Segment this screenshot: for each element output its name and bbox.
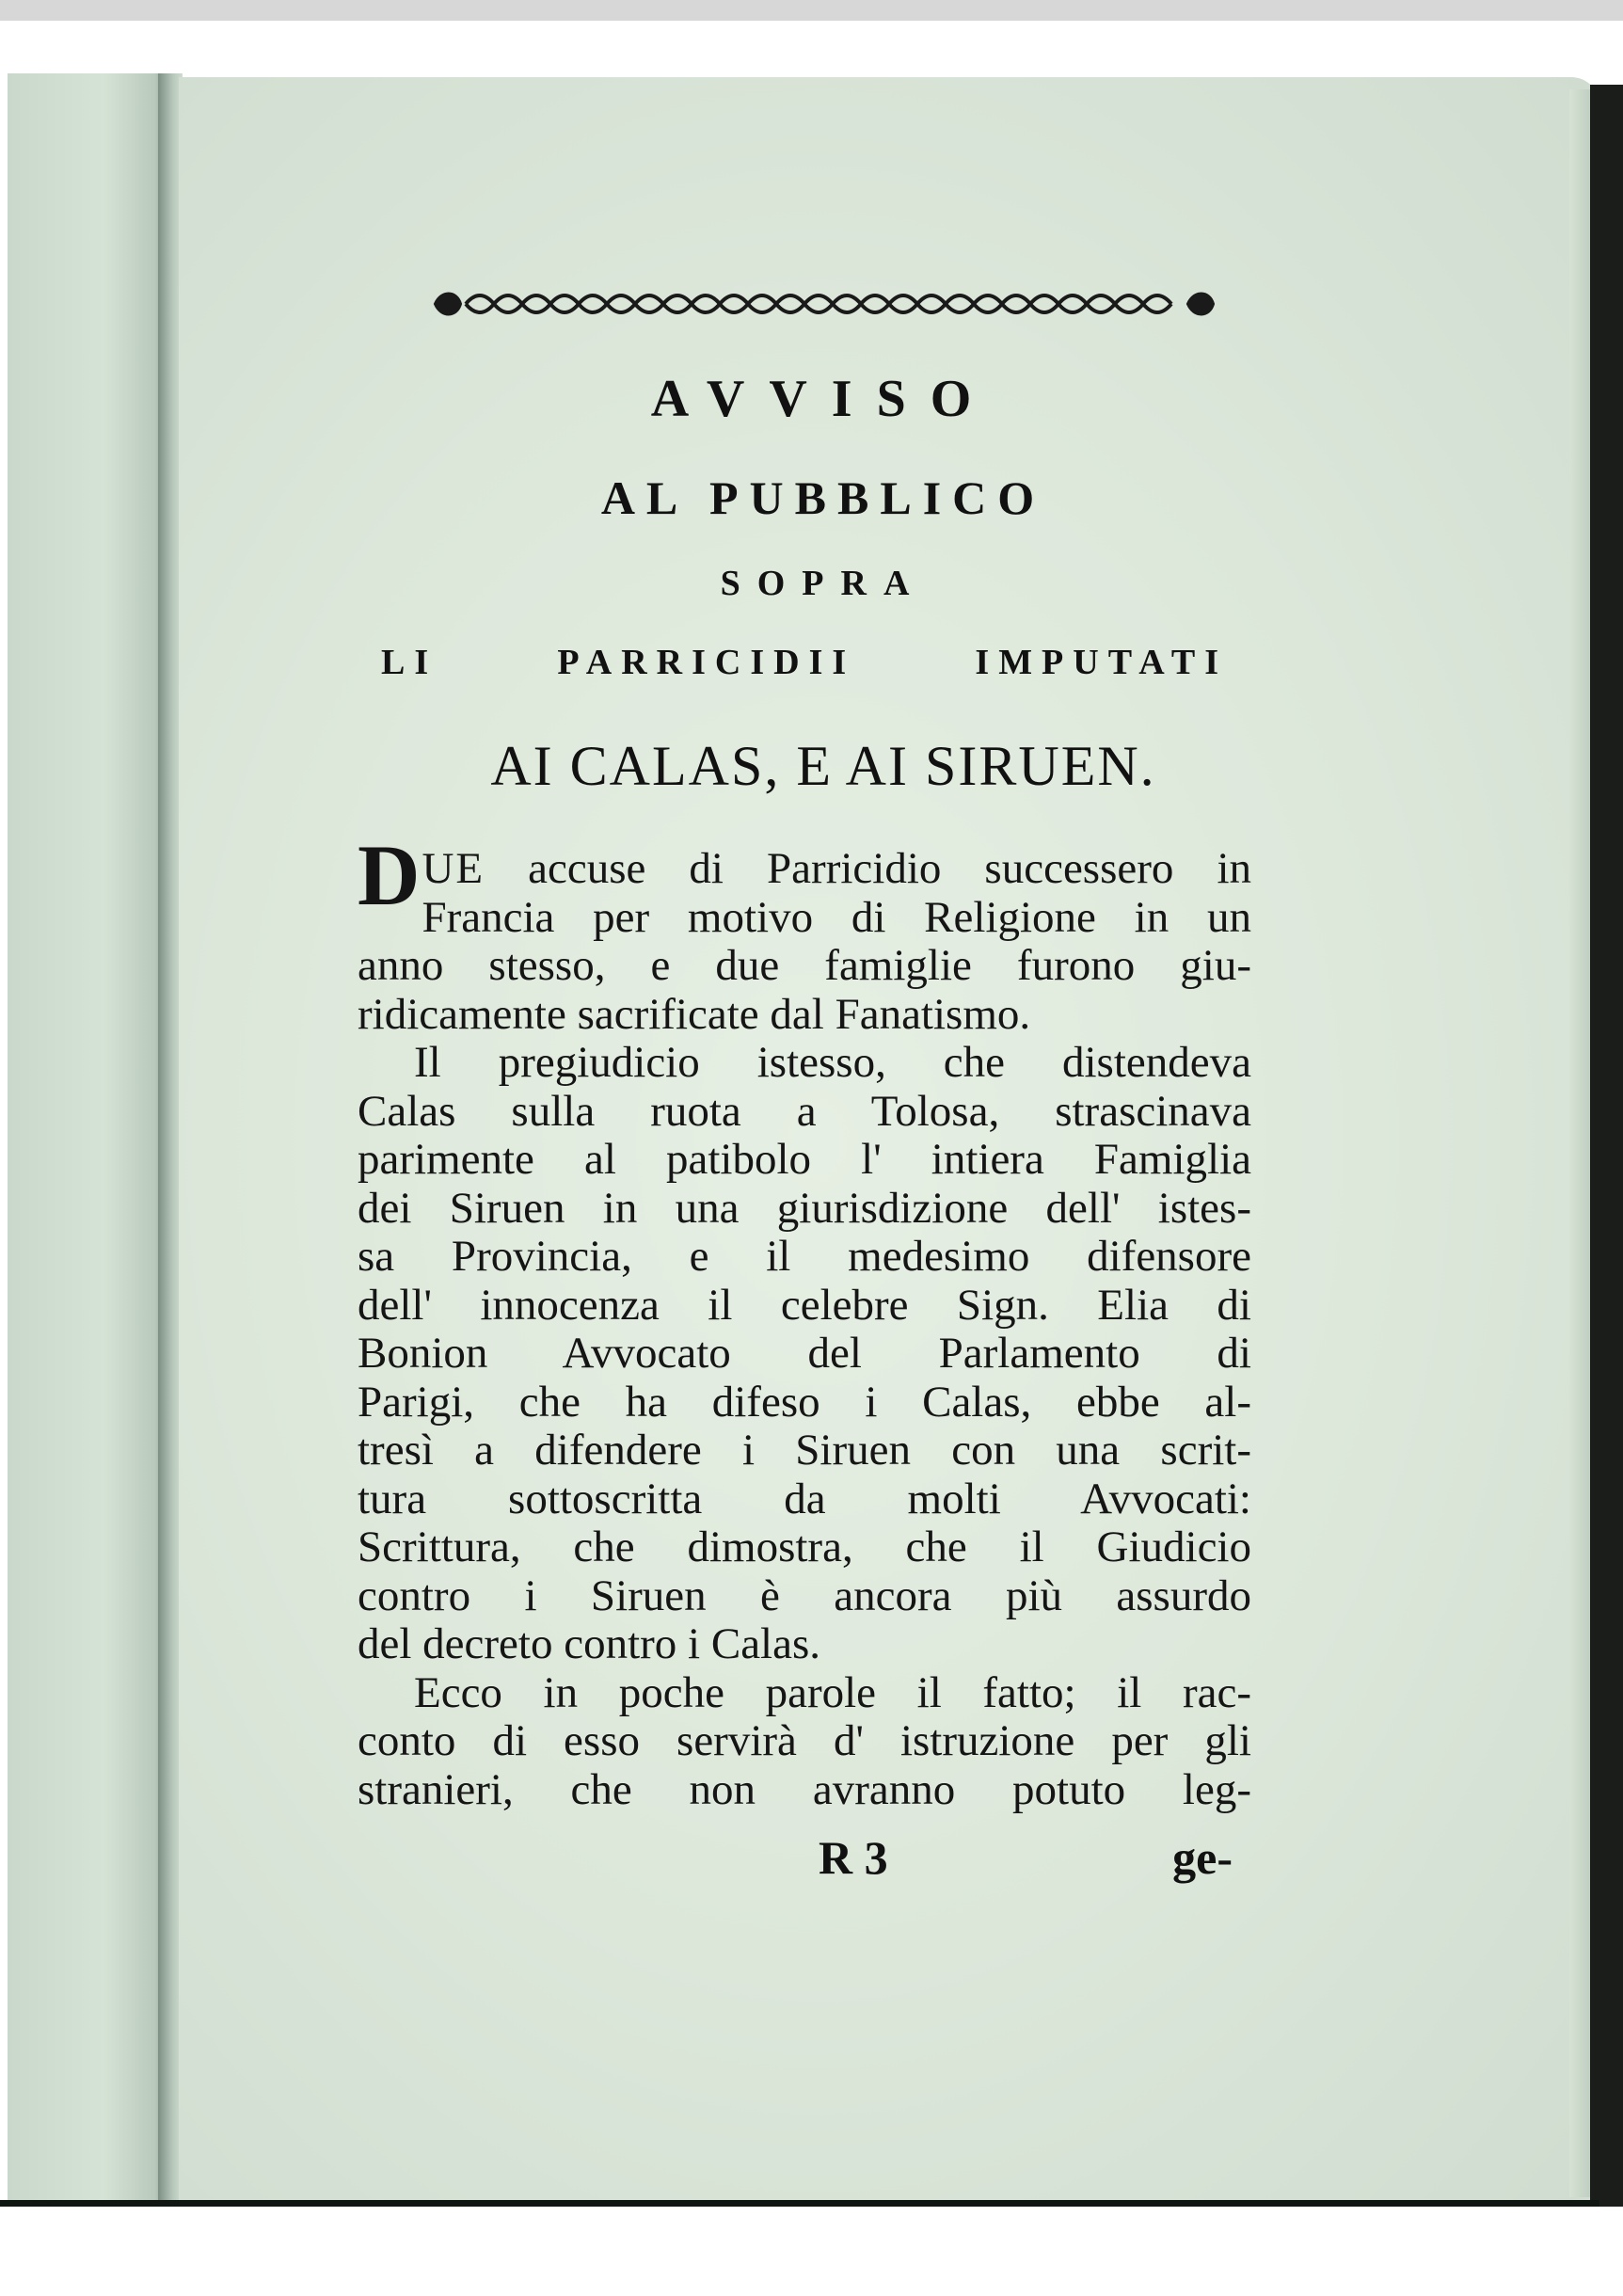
text-line-16: contro i Siruen è ancora più assurdo — [358, 1571, 1251, 1620]
text-line-14: tura sottoscritta da molti Avvocati: — [358, 1474, 1251, 1523]
text-line-9: sa Provincia, e il medesimo difensore — [358, 1232, 1251, 1281]
first-word-rest: UE — [422, 844, 485, 893]
catchword: ge- — [1172, 1831, 1233, 1884]
text-line-12: Parigi, che ha difeso i Calas, ebbe al- — [358, 1377, 1251, 1427]
text-line-2: Francia per motivo di Religione in un — [422, 892, 1251, 942]
scan-bottom-margin — [0, 2207, 1623, 2296]
page-fore-edge — [1569, 89, 1590, 2197]
decorative-headpiece-ornament — [428, 282, 1220, 326]
page-footer — [358, 1830, 1251, 1887]
scan-background-right — [1590, 85, 1623, 2221]
text-line-18: Ecco in poche parole il fatto; il rac- — [414, 1667, 1251, 1717]
text-line-15: Scrittura, che dimostra, che il Giudicio — [358, 1523, 1251, 1571]
title-parricidii: LI PARRICIDII IMPUTATI — [381, 643, 1228, 682]
text-line-8: dei Siruen in una giurisdizione dell' istes- — [358, 1183, 1251, 1233]
title-al-pubblico: AL PUBBLICO — [600, 471, 1046, 524]
text-line-1: UE accuse di Parricidio successero in — [422, 844, 1251, 893]
title-avviso: AVVISO — [650, 370, 996, 428]
title-calas-siruen: AI CALAS, E AI SIRUEN. — [490, 735, 1156, 797]
text-line-10: dell' innocenza il celebre Sign. Elia di — [358, 1280, 1251, 1330]
text-line-13: tresì a difendere i Siruen con una scrit- — [358, 1426, 1251, 1475]
signature-mark: R 3 — [819, 1831, 888, 1884]
text-line-20: stranieri, che non avranno potuto leg- — [358, 1764, 1251, 1814]
text-line-11: Bonion Avvocato del Parlamento di — [358, 1329, 1251, 1378]
body-text — [358, 827, 1251, 1814]
text-line-5: Il pregiudicio istesso, che distendeva — [414, 1038, 1251, 1087]
drop-cap: D — [358, 827, 421, 923]
text-line-17: del decreto contro i Calas. — [358, 1619, 821, 1668]
scan-top-margin — [0, 0, 1623, 21]
text-line-7: parimente al patibolo l' intiera Famiglia — [358, 1135, 1251, 1184]
text-line-3: anno stesso, e due famiglie furono giu- — [358, 941, 1251, 990]
title-sopra: SOPRA — [720, 564, 927, 603]
text-line-6: Calas sulla ruota a Tolosa, strascinava — [358, 1086, 1251, 1136]
text-line-19: conto di esso servirà d' istruzione per gli — [358, 1716, 1251, 1765]
facing-page-edge — [8, 73, 167, 2202]
text-line-4: ridicamente sacrificate dal Fanatismo. — [358, 989, 1031, 1039]
